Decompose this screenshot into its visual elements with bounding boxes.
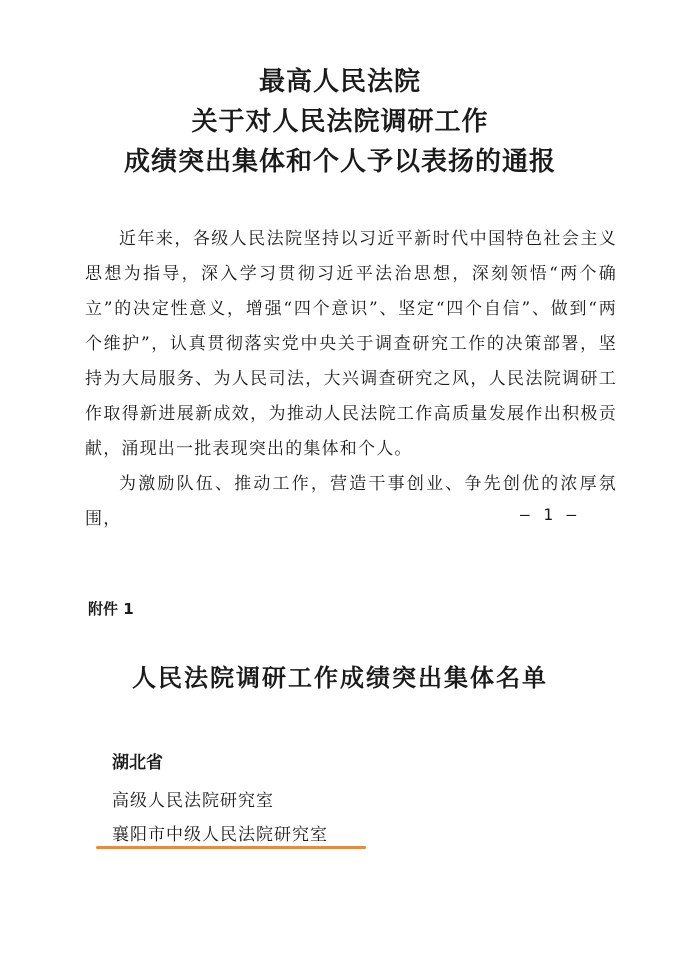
notice-title (0, 62, 680, 182)
body-paragraph-2: 为激励队伍、推动工作，营造干事创业、争先创优的浓厚氛围， (85, 474, 617, 529)
title-line-3: 成绩突出集体和个人予以表扬的通报 (123, 147, 556, 177)
court-list-item: 高级人民法院研究室 (112, 791, 274, 811)
attachment-label: 附件 1 (88, 600, 134, 618)
court-list-item: 襄阳市中级人民法院研究室 (112, 825, 328, 845)
province-heading: 湖北省 (112, 753, 163, 773)
notice-body (85, 222, 617, 537)
list-title: 人民法院调研工作成绩突出集体名单 (132, 663, 548, 692)
page-number: — 1 — (520, 505, 579, 524)
highlight-underline (96, 846, 366, 849)
title-line-2: 关于对人民法院调研工作 (191, 107, 489, 137)
body-paragraph-1: 近年来，各级人民法院坚持以习近平新时代中国特色社会主义思想为指导，深入学习贯彻习近平法治思想，深刻领悟“两个确立”的决定性意义，增强“四个意识”、坚定“四个自信”、做到“两个维护”，认真贯彻落实党中央关于调查研究工作的决策部署，坚持为大局服务、为人民司法，大兴调查研究之风，人民法院调研工作取得新进展新成效，为推动人民法院工作高质量发展作出积极贡献，涌现出一批表现突出的集体和个人。 (85, 229, 617, 459)
title-line-1: 最高人民法院 (258, 67, 421, 97)
